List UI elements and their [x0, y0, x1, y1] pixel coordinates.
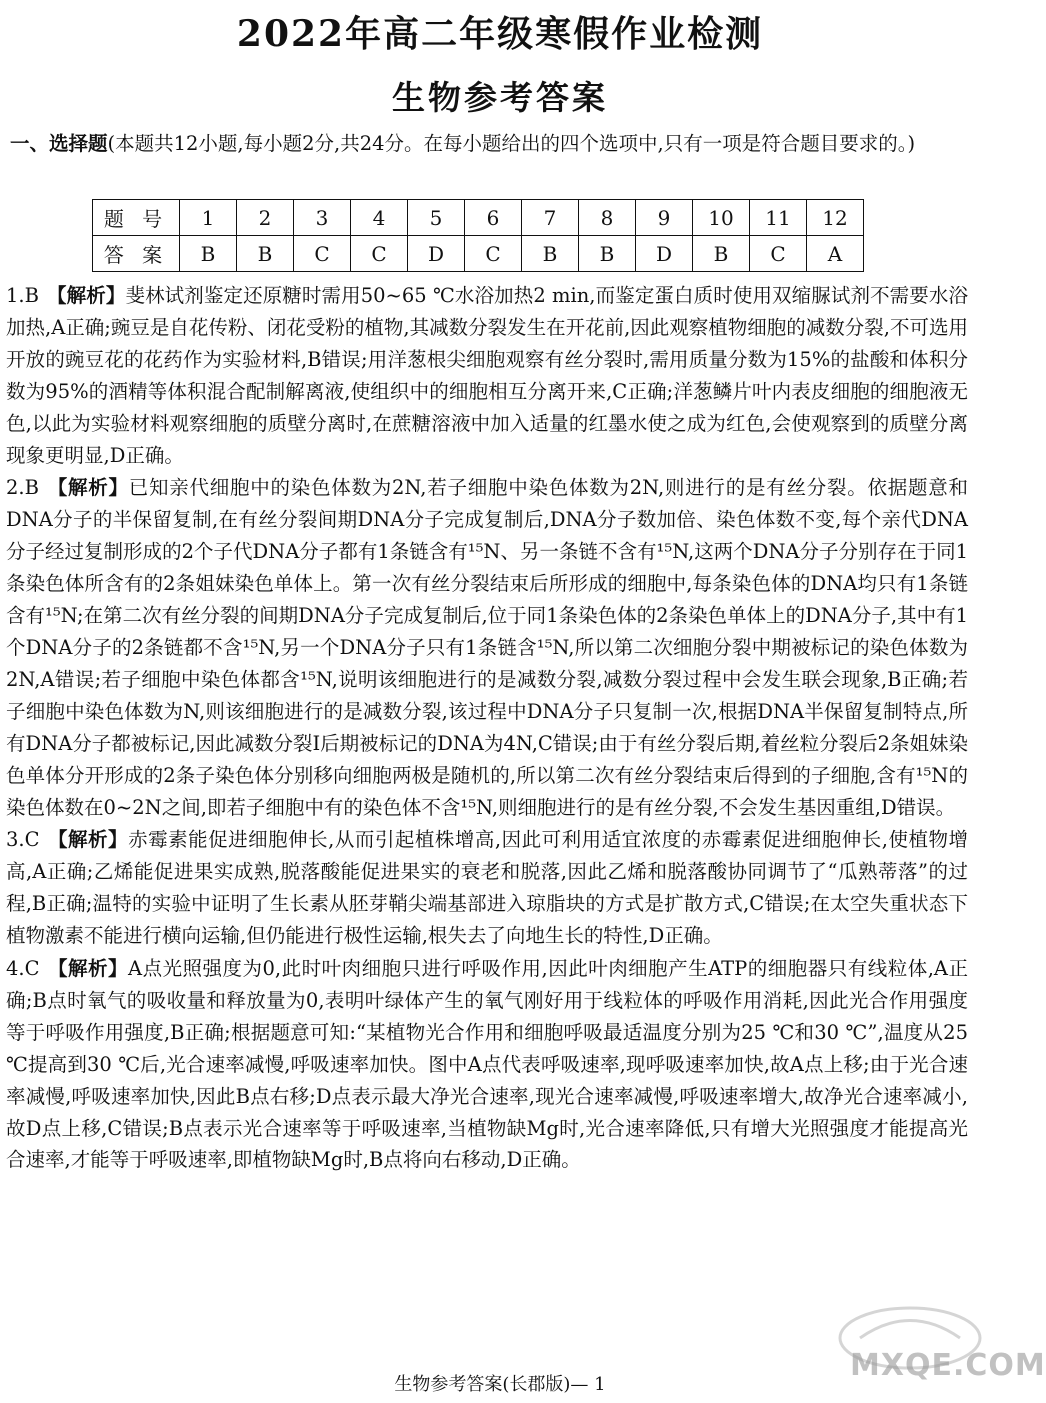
answer-cell: C	[294, 236, 351, 272]
answer-cell: B	[579, 236, 636, 272]
table-header-answer: 答 案	[93, 236, 180, 272]
explanation-item	[6, 472, 968, 823]
question-number-cell: 4	[351, 200, 408, 236]
explanation-text: A点光照强度为0,此时叶肉细胞只进行呼吸作用,因此叶肉细胞产生ATP的细胞器只有线粒体,A正确;B点时氧气的吸收量和释放量为0,表明叶绿体产生的氧气刚好用于线粒体的呼吸作用消耗,因此光合作用强度等于呼吸作用强度,B正确;根据题意可知:“某植物光合作用和细胞呼吸最适温度分别为25 ℃和30 ℃”,温度从25 ℃提高到30 ℃后,光合速率减慢,呼吸速率加快。图中A点代表呼吸速率,现呼吸速率加快,故A点上移;由于光合速率减慢,呼吸速率加快,因此B点右移;D点表示最大净光合速率,现光合速率减慢,呼吸速率增大,故净光合速率减小,故D点上移,C错误;B点表示光合速率等于呼吸速率,当植物缺Mg时,光合速率降低,只有增大光照强度才能提高光合速率,才能等于呼吸速率,即植物缺Mg时,B点将向右移动,D正确。	[6, 957, 968, 1172]
explanation-text: 已知亲代细胞中的染色体数为2N,若子细胞中染色体数为2N,则进行的是有丝分裂。依据题意和DNA分子的半保留复制,在有丝分裂间期DNA分子完成复制后,DNA分子数加倍、染色体数不变,每个亲代DNA分子经过复制形成的2个子代DNA分子都有1条链含有¹⁵N、另一条链不含有¹⁵N,这两个DNA分子分别存在于同1条染色体所含有的2条姐妹染色单体上。第一次有丝分裂结束后所形成的细胞中,每条染色体的DNA均只有1条链含有¹⁵N;在第二次有丝分裂的间期DNA分子完成复制后,位于同1条染色体的2条染色单体上的DNA分子,其中有1个DNA分子的2条链都不含¹⁵N,另一个DNA分子只有1条链含¹⁵N,所以第二次细胞分裂中期被标记的染色体数为2N,A错误;若子细胞中染色体都含¹⁵N,说明该细胞进行的是减数分裂,减数分裂过程中会发生联会现象,B正确;若子细胞中染色体数为N,则该细胞进行的是减数分裂,该过程中DNA分子只复制一次,根据DNA半保留复制特点,所有DNA分子都被标记,因此减数分裂Ⅰ后期被标记的DNA为4N,C错误;由于有丝分裂后期,着丝粒分裂后2条姐妹染色单体分开形成的2条子染色体分别移向细胞两极是随机的,所以第二次有丝分裂结束后得到的子细胞,含有¹⁵N的染色体数在0~2N之间,即若子细胞中有的染色体不含¹⁵N,则细胞进行的是有丝分裂,不会发生基因重组,D错误。	[6, 476, 968, 819]
answer-table-row-answers	[93, 236, 864, 272]
analysis-tag: 【解析】	[47, 828, 129, 852]
question-number-cell: 11	[750, 200, 807, 236]
question-number-cell: 9	[636, 200, 693, 236]
explanation-text: 斐林试剂鉴定还原糖时需用50~65 ℃水浴加热2 min,而鉴定蛋白质时使用双缩脲试剂不需要水浴加热,A正确;豌豆是自花传粉、闭花受粉的植物,其减数分裂发生在开花前,因此观察植物细胞的减数分裂,不可选用开放的豌豆花的花药作为实验材料,B错误;用洋葱根尖细胞观察有丝分裂时,需用质量分数为15%的盐酸和体积分数为95%的酒精等体积混合配制解离液,使组织中的细胞相互分离开来,C正确;洋葱鳞片叶内表皮细胞的细胞液无色,以此为实验材料观察细胞的质壁分离时,在蔗糖溶液中加入适量的红墨水使之成为红色,会使观察到的质壁分离现象更明显,D正确。	[6, 284, 968, 467]
explanations	[6, 280, 968, 1177]
section-label: 一、选择题	[10, 132, 108, 155]
section-intro	[10, 128, 970, 160]
watermark-text: MXQE.COM	[850, 1348, 1046, 1383]
question-number-cell: 1	[180, 200, 237, 236]
answer-cell: A	[807, 236, 864, 272]
answer-cell: C	[750, 236, 807, 272]
question-answer-number: 3.C	[6, 828, 40, 852]
answer-cell: B	[237, 236, 294, 272]
analysis-tag: 【解析】	[47, 957, 128, 981]
answer-cell: D	[408, 236, 465, 272]
answer-cell: B	[180, 236, 237, 272]
answer-cell: C	[465, 236, 522, 272]
explanation-item	[6, 824, 968, 952]
question-number-cell: 6	[465, 200, 522, 236]
question-number-cell: 3	[294, 200, 351, 236]
question-number-cell: 7	[522, 200, 579, 236]
analysis-tag: 【解析】	[46, 284, 126, 307]
answer-cell: C	[351, 236, 408, 272]
explanation-text: 赤霉素能促进细胞伸长,从而引起植株增高,因此可利用适宜浓度的赤霉素促进细胞伸长,使植物增高,A正确;乙烯能促进果实成熟,脱落酸能促进果实的衰老和脱落,因此乙烯和脱落酸协同调节了“瓜熟蒂落”的过程,B正确;温特的实验中证明了生长素从胚芽鞘尖端基部进入琼脂块的方式是扩散方式,C错误;在太空失重状态下植物激素不能进行横向运输,但仍能进行极性运输,根失去了向地生长的特性,D正确。	[6, 828, 968, 948]
question-number-cell: 8	[579, 200, 636, 236]
answer-table-row-numbers	[93, 200, 864, 236]
question-answer-number: 2.B	[6, 476, 39, 500]
question-answer-number: 4.C	[6, 957, 40, 981]
page-subtitle: 生物参考答案	[392, 78, 608, 117]
explanation-item	[6, 953, 968, 1176]
question-number-cell: 5	[408, 200, 465, 236]
question-answer-number: 1.B	[6, 284, 39, 307]
explanation-item	[6, 280, 968, 471]
page-footer: 生物参考答案(长郡版)— 1	[394, 1374, 606, 1395]
question-number-cell: 2	[237, 200, 294, 236]
question-number-cell: 10	[693, 200, 750, 236]
analysis-tag: 【解析】	[46, 476, 129, 500]
section-instruction: (本题共12小题,每小题2分,共24分。在每小题给出的四个选项中,只有一项是符合题目要求的。)	[107, 132, 916, 155]
table-header-number: 题 号	[93, 200, 180, 236]
answer-cell: B	[693, 236, 750, 272]
answer-cell: D	[636, 236, 693, 272]
question-number-cell: 12	[807, 200, 864, 236]
page-title: 2022年高二年级寒假作业检测	[236, 13, 764, 55]
answer-table	[92, 199, 864, 272]
answer-cell: B	[522, 236, 579, 272]
